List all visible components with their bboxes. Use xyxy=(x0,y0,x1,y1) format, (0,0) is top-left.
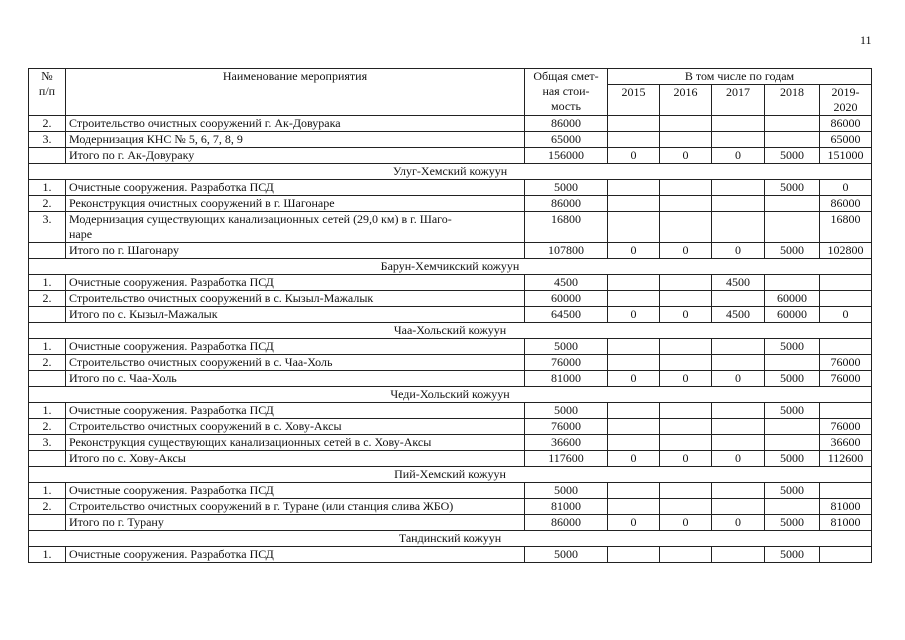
row-value-2018: 5000 xyxy=(765,451,820,467)
section-row xyxy=(29,323,872,339)
row-total: 117600 xyxy=(525,451,608,467)
table-row xyxy=(29,196,872,212)
table-row xyxy=(29,403,872,419)
row-value-2015 xyxy=(608,275,660,291)
row-number: 2. xyxy=(29,116,66,132)
section-row xyxy=(29,259,872,275)
row-value-2018: 5000 xyxy=(765,483,820,499)
total-row xyxy=(29,307,872,323)
row-name: Реконструкция очистных сооружений в г. Шагонаре xyxy=(66,196,525,212)
row-number xyxy=(29,371,66,387)
row-total: 4500 xyxy=(525,275,608,291)
row-value-2019-2020: 76000 xyxy=(820,419,872,435)
row-number: 2. xyxy=(29,355,66,371)
row-value-2016 xyxy=(660,403,712,419)
row-value-2015 xyxy=(608,339,660,355)
row-name: Очистные сооружения. Разработка ПСД xyxy=(66,275,525,291)
row-value-2017 xyxy=(712,116,765,132)
row-value-2018 xyxy=(765,355,820,371)
row-value-2017 xyxy=(712,291,765,307)
table-row xyxy=(29,212,872,243)
row-value-2016: 0 xyxy=(660,451,712,467)
row-name: Итого по с. Кызыл-Мажалык xyxy=(66,307,525,323)
header-total: Общая смет- ная стои- мость xyxy=(525,69,608,116)
row-name: Строительство очистных сооружений в г. Туране (или станция слива ЖБО) xyxy=(66,499,525,515)
row-name: Строительство очистных сооружений в с. Чаа-Холь xyxy=(66,355,525,371)
header-num: № п/п xyxy=(29,69,66,116)
row-value-2015: 0 xyxy=(608,515,660,531)
row-value-2019-2020 xyxy=(820,483,872,499)
row-value-2015 xyxy=(608,419,660,435)
row-value-2019-2020 xyxy=(820,275,872,291)
header-year-2017: 2017 xyxy=(712,85,765,116)
row-number xyxy=(29,148,66,164)
table-row xyxy=(29,339,872,355)
table-row xyxy=(29,291,872,307)
row-value-2019-2020 xyxy=(820,339,872,355)
row-name: Итого по с. Чаа-Холь xyxy=(66,371,525,387)
section-title: Барун-Хемчикский кожуун xyxy=(29,259,872,275)
row-value-2015 xyxy=(608,116,660,132)
row-value-2016 xyxy=(660,419,712,435)
row-value-2016 xyxy=(660,483,712,499)
total-row xyxy=(29,371,872,387)
row-value-2019-2020: 86000 xyxy=(820,116,872,132)
row-number: 3. xyxy=(29,212,66,243)
row-value-2016 xyxy=(660,212,712,243)
row-value-2019-2020: 81000 xyxy=(820,515,872,531)
row-total: 86000 xyxy=(525,196,608,212)
row-value-2015 xyxy=(608,132,660,148)
row-name: Строительство очистных сооружений в с. Хову-Аксы xyxy=(66,419,525,435)
section-row xyxy=(29,387,872,403)
row-value-2019-2020: 86000 xyxy=(820,196,872,212)
row-total: 16800 xyxy=(525,212,608,243)
row-value-2017 xyxy=(712,212,765,243)
section-title: Пий-Хемский кожуун xyxy=(29,467,872,483)
row-value-2017 xyxy=(712,547,765,563)
row-value-2018: 5000 xyxy=(765,339,820,355)
row-value-2016: 0 xyxy=(660,307,712,323)
row-value-2015 xyxy=(608,435,660,451)
row-value-2015 xyxy=(608,180,660,196)
row-name: Очистные сооружения. Разработка ПСД xyxy=(66,483,525,499)
row-value-2017: 0 xyxy=(712,515,765,531)
row-value-2018: 5000 xyxy=(765,148,820,164)
row-value-2017 xyxy=(712,403,765,419)
section-row xyxy=(29,164,872,180)
row-name: Очистные сооружения. Разработка ПСД xyxy=(66,403,525,419)
header-year-2018: 2018 xyxy=(765,85,820,116)
row-value-2017 xyxy=(712,499,765,515)
row-name: Итого по г. Ак-Довураку xyxy=(66,148,525,164)
row-value-2018 xyxy=(765,419,820,435)
row-total: 76000 xyxy=(525,419,608,435)
row-value-2015 xyxy=(608,355,660,371)
row-number: 2. xyxy=(29,291,66,307)
row-value-2017 xyxy=(712,419,765,435)
total-row xyxy=(29,451,872,467)
row-value-2016 xyxy=(660,180,712,196)
section-title: Тандинский кожуун xyxy=(29,531,872,547)
row-value-2017: 4500 xyxy=(712,307,765,323)
row-name: Очистные сооружения. Разработка ПСД xyxy=(66,547,525,563)
row-value-2017 xyxy=(712,483,765,499)
row-value-2017 xyxy=(712,355,765,371)
row-value-2016: 0 xyxy=(660,515,712,531)
row-number: 3. xyxy=(29,435,66,451)
row-value-2019-2020: 81000 xyxy=(820,499,872,515)
row-name: Реконструкция существующих канализационных сетей в с. Хову-Аксы xyxy=(66,435,525,451)
row-number: 1. xyxy=(29,180,66,196)
row-total: 86000 xyxy=(525,116,608,132)
row-value-2016 xyxy=(660,499,712,515)
header-year-2019-2020: 2019-2020 xyxy=(820,85,872,116)
section-title: Чеди-Хольский кожуун xyxy=(29,387,872,403)
row-value-2016 xyxy=(660,355,712,371)
row-value-2018: 5000 xyxy=(765,515,820,531)
row-value-2016 xyxy=(660,275,712,291)
row-value-2018: 60000 xyxy=(765,291,820,307)
row-value-2018 xyxy=(765,132,820,148)
row-name: Итого по г. Шагонару xyxy=(66,243,525,259)
row-value-2018 xyxy=(765,116,820,132)
row-value-2019-2020: 36600 xyxy=(820,435,872,451)
row-value-2015 xyxy=(608,483,660,499)
row-number: 1. xyxy=(29,547,66,563)
row-value-2015: 0 xyxy=(608,243,660,259)
row-total: 81000 xyxy=(525,499,608,515)
row-value-2015: 0 xyxy=(608,307,660,323)
row-value-2016: 0 xyxy=(660,371,712,387)
table-row xyxy=(29,275,872,291)
row-number xyxy=(29,243,66,259)
row-total: 156000 xyxy=(525,148,608,164)
row-value-2018: 60000 xyxy=(765,307,820,323)
table-row xyxy=(29,419,872,435)
row-total: 5000 xyxy=(525,339,608,355)
row-total: 107800 xyxy=(525,243,608,259)
row-value-2017 xyxy=(712,339,765,355)
row-value-2018: 5000 xyxy=(765,180,820,196)
row-value-2018: 5000 xyxy=(765,243,820,259)
table-row xyxy=(29,483,872,499)
table-row xyxy=(29,547,872,563)
row-number: 2. xyxy=(29,499,66,515)
row-number: 1. xyxy=(29,339,66,355)
row-value-2019-2020: 151000 xyxy=(820,148,872,164)
row-total: 81000 xyxy=(525,371,608,387)
row-name: Итого по с. Хову-Аксы xyxy=(66,451,525,467)
row-value-2019-2020: 112600 xyxy=(820,451,872,467)
row-value-2015 xyxy=(608,403,660,419)
row-total: 5000 xyxy=(525,403,608,419)
row-value-2016 xyxy=(660,132,712,148)
row-value-2016 xyxy=(660,291,712,307)
row-name: Строительство очистных сооружений в с. Кызыл-Мажалык xyxy=(66,291,525,307)
section-title: Чаа-Хольский кожуун xyxy=(29,323,872,339)
row-value-2019-2020: 102800 xyxy=(820,243,872,259)
row-value-2018 xyxy=(765,212,820,243)
row-value-2017: 0 xyxy=(712,148,765,164)
table-row xyxy=(29,180,872,196)
row-total: 65000 xyxy=(525,132,608,148)
row-total: 86000 xyxy=(525,515,608,531)
row-name: Модернизация существующих канализационных сетей (29,0 км) в г. Шаго- наре xyxy=(66,212,525,243)
row-total: 76000 xyxy=(525,355,608,371)
header-years-group: В том числе по годам xyxy=(608,69,872,85)
header-year-2016: 2016 xyxy=(660,85,712,116)
row-value-2017 xyxy=(712,435,765,451)
measures-table xyxy=(28,68,872,563)
row-value-2015: 0 xyxy=(608,148,660,164)
row-value-2019-2020: 65000 xyxy=(820,132,872,148)
row-value-2016 xyxy=(660,339,712,355)
table-row xyxy=(29,355,872,371)
row-value-2016 xyxy=(660,116,712,132)
row-total: 5000 xyxy=(525,483,608,499)
row-value-2019-2020: 16800 xyxy=(820,212,872,243)
row-value-2018 xyxy=(765,196,820,212)
row-total: 60000 xyxy=(525,291,608,307)
row-value-2015: 0 xyxy=(608,371,660,387)
section-row xyxy=(29,467,872,483)
row-value-2015 xyxy=(608,212,660,243)
row-value-2019-2020: 0 xyxy=(820,307,872,323)
row-value-2019-2020 xyxy=(820,291,872,307)
row-name: Очистные сооружения. Разработка ПСД xyxy=(66,180,525,196)
row-value-2019-2020: 76000 xyxy=(820,355,872,371)
row-value-2019-2020 xyxy=(820,547,872,563)
table-row xyxy=(29,132,872,148)
row-number xyxy=(29,515,66,531)
row-value-2016: 0 xyxy=(660,148,712,164)
row-value-2018 xyxy=(765,275,820,291)
row-value-2015: 0 xyxy=(608,451,660,467)
table-body xyxy=(29,116,872,563)
row-value-2017: 0 xyxy=(712,243,765,259)
row-total: 5000 xyxy=(525,547,608,563)
row-value-2017 xyxy=(712,180,765,196)
header-year-2015: 2015 xyxy=(608,85,660,116)
row-number: 3. xyxy=(29,132,66,148)
row-name: Модернизация КНС № 5, 6, 7, 8, 9 xyxy=(66,132,525,148)
row-value-2018: 5000 xyxy=(765,547,820,563)
row-value-2018 xyxy=(765,435,820,451)
table-row xyxy=(29,499,872,515)
row-number xyxy=(29,451,66,467)
row-total: 36600 xyxy=(525,435,608,451)
row-value-2015 xyxy=(608,547,660,563)
row-number: 2. xyxy=(29,196,66,212)
header-name: Наименование мероприятия xyxy=(66,69,525,116)
row-total: 64500 xyxy=(525,307,608,323)
row-value-2019-2020: 0 xyxy=(820,180,872,196)
row-name: Очистные сооружения. Разработка ПСД xyxy=(66,339,525,355)
row-value-2015 xyxy=(608,291,660,307)
total-row xyxy=(29,515,872,531)
row-number xyxy=(29,307,66,323)
row-value-2015 xyxy=(608,499,660,515)
table-row xyxy=(29,116,872,132)
total-row xyxy=(29,148,872,164)
row-name: Строительство очистных сооружений г. Ак-Довурака xyxy=(66,116,525,132)
table-row xyxy=(29,435,872,451)
row-value-2016: 0 xyxy=(660,243,712,259)
row-total: 5000 xyxy=(525,180,608,196)
row-value-2017: 4500 xyxy=(712,275,765,291)
row-value-2017: 0 xyxy=(712,451,765,467)
row-number: 1. xyxy=(29,403,66,419)
total-row xyxy=(29,243,872,259)
row-value-2019-2020 xyxy=(820,403,872,419)
row-name: Итого по г. Турану xyxy=(66,515,525,531)
row-value-2016 xyxy=(660,435,712,451)
section-row xyxy=(29,531,872,547)
row-value-2016 xyxy=(660,196,712,212)
row-value-2017 xyxy=(712,132,765,148)
row-number: 1. xyxy=(29,275,66,291)
row-value-2019-2020: 76000 xyxy=(820,371,872,387)
row-value-2017 xyxy=(712,196,765,212)
row-value-2018: 5000 xyxy=(765,403,820,419)
row-value-2017: 0 xyxy=(712,371,765,387)
row-number: 1. xyxy=(29,483,66,499)
row-number: 2. xyxy=(29,419,66,435)
row-value-2015 xyxy=(608,196,660,212)
section-title: Улуг-Хемский кожуун xyxy=(29,164,872,180)
row-value-2018: 5000 xyxy=(765,371,820,387)
row-value-2016 xyxy=(660,547,712,563)
page-number: 11 xyxy=(860,33,872,47)
row-value-2018 xyxy=(765,499,820,515)
